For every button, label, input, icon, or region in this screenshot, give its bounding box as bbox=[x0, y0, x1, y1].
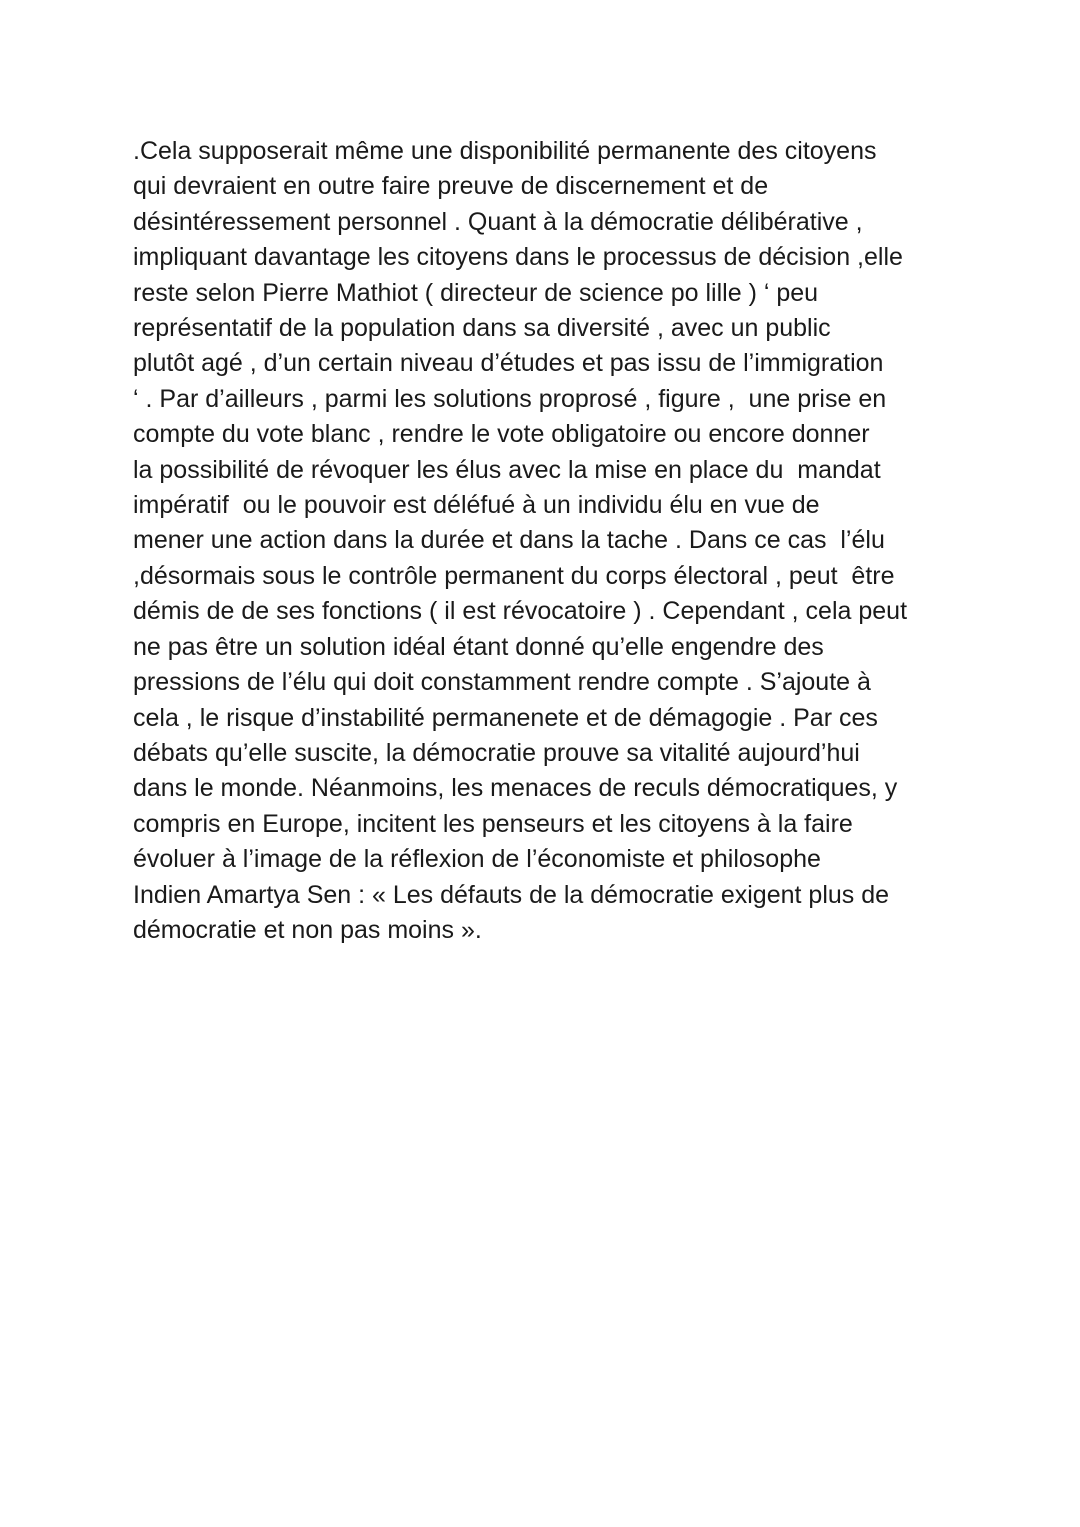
text-line: évoluer à l’image de la réflexion de l’économiste et philosophe bbox=[133, 845, 821, 874]
text-line: cela , le risque d’instabilité permanenete et de démagogie . Par ces bbox=[133, 703, 878, 732]
text-line: Indien Amartya Sen : « Les défauts de la démocratie exigent plus de bbox=[133, 880, 890, 909]
text-line: qui devraient en outre faire preuve de discernement et de bbox=[133, 172, 769, 201]
text-line: débats qu’elle suscite, la démocratie prouve sa vitalité aujourd’hui bbox=[133, 738, 860, 767]
text-line: la possibilité de révoquer les élus avec la mise en place du mandat bbox=[133, 455, 881, 484]
text-line: pressions de l’élu qui doit constamment rendre compte . S’ajoute à bbox=[133, 668, 871, 697]
text-line: .Cela supposerait même une disponibilité permanente des citoyens bbox=[133, 137, 877, 165]
text-line: impératif ou le pouvoir est déléfué à un individu élu en vue de bbox=[133, 491, 820, 520]
text-line: désintéressement personnel . Quant à la démocratie délibérative , bbox=[133, 207, 863, 236]
text-line: dans le monde. Néanmoins, les menaces de reculs démocratiques, y bbox=[133, 774, 898, 803]
text-line: plutôt agé , d’un certain niveau d’études et pas issu de l’immigration bbox=[133, 349, 884, 378]
text-line: démis de de ses fonctions ( il est révocatoire ) . Cependant , cela peut bbox=[133, 597, 908, 626]
text-line: ne pas être un solution idéal étant donné qu’elle engendre des bbox=[133, 632, 824, 661]
text-line: mener une action dans la durée et dans la tache . Dans ce cas l’élu bbox=[133, 526, 885, 555]
text-line: impliquant davantage les citoyens dans le processus de décision ,elle bbox=[133, 243, 903, 272]
text-line: reste selon Pierre Mathiot ( directeur de science po lille ) ‘ peu bbox=[133, 278, 819, 307]
text-line: représentatif de la population dans sa diversité , avec un public bbox=[133, 314, 831, 343]
text-line: ‘ . Par d’ailleurs , parmi les solutions proprosé , figure , une prise en bbox=[133, 384, 887, 413]
text-line: démocratie et non pas moins ». bbox=[133, 915, 482, 944]
text-line: ,désormais sous le contrôle permanent du corps électoral , peut être bbox=[133, 561, 895, 590]
body-paragraph bbox=[133, 134, 1033, 948]
text-line: compte du vote blanc , rendre le vote obligatoire ou encore donner bbox=[133, 420, 870, 449]
text-line: compris en Europe, incitent les penseurs et les citoyens à la faire bbox=[133, 809, 853, 838]
